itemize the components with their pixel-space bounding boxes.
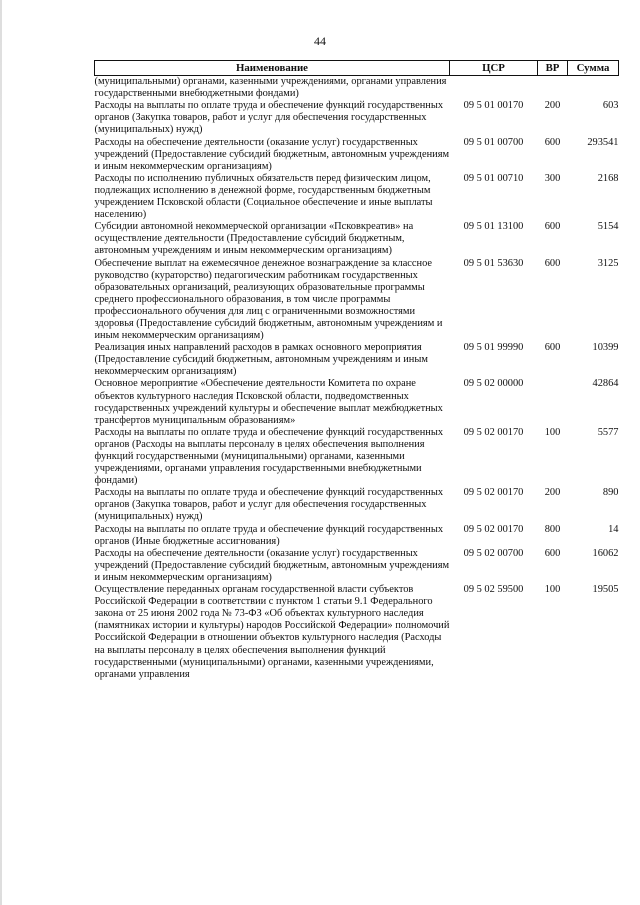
table-header-row	[95, 61, 619, 76]
table-row	[95, 258, 619, 343]
cell-sum: 5577	[597, 426, 619, 438]
cell-csr: 09 5 01 53630	[463, 257, 524, 269]
cell-csr	[450, 76, 538, 101]
table-body	[95, 76, 619, 681]
cell-sum: 890	[602, 487, 619, 499]
cell-name: (муниципальными) органами, казенными учреждениями, органами управления государственными внебюджетными фондами)	[94, 76, 447, 100]
cell-sum: 10399	[592, 342, 619, 354]
table-row	[95, 342, 619, 378]
cell-name: Расходы на обеспечение деятельности (оказание услуг) государственных учреждений (Предоставление субсидий бюджетным, автономным учреждениям и иным некоммерческим организациям)	[94, 136, 450, 172]
cell-vr: 100	[544, 584, 561, 596]
cell-name: Основное мероприятие «Обеспечение деятельности Комитета по охране объектов культурного наследия Псковской области, подведомственных государственных учреждений культуры и обеспечение выплат межбюджетных трансфертов муниципальным образованиям»	[94, 378, 443, 426]
cell-csr: 09 5 01 00700	[463, 136, 524, 148]
cell-vr: 200	[544, 100, 561, 112]
cell-csr: 09 5 01 99990	[463, 342, 524, 354]
cell-vr: 600	[544, 342, 561, 354]
cell-vr: 600	[544, 136, 561, 148]
cell-sum: 42864	[592, 378, 619, 390]
cell-vr: 600	[544, 257, 561, 269]
cell-csr: 09 5 02 00700	[463, 547, 524, 559]
cell-sum: 293541	[587, 136, 619, 148]
cell-sum: 5154	[597, 221, 619, 233]
page-number: 44	[314, 34, 326, 48]
cell-sum: 603	[602, 100, 619, 112]
cell-sum: 16062	[592, 547, 619, 559]
cell-name: Обеспечение выплат на ежемесячное денежное вознаграждение за классное руководство (кураторство) педагогическим работникам государственных образовательных организаций, реализующих образовательные программы среднего профессионального образования, в том числе программы профессионального обучения для лиц с ограниченными возможностями здоровья (Предоставление субсидий бюджетным, автономным учреждениям и иным некоммерческим организациям)	[94, 257, 443, 342]
header-name: Наименование	[95, 61, 450, 76]
cell-name: Реализация иных направлений расходов в рамках основного мероприятия (Предоставление субсидий бюджетным, автономным учреждениям и иным некоммерческим организациям)	[94, 342, 428, 378]
table-row	[95, 427, 619, 487]
cell-csr: 09 5 02 00170	[463, 426, 524, 438]
table-row	[95, 100, 619, 136]
header-vr: ВР	[538, 61, 568, 76]
cell-csr: 09 5 02 59500	[463, 584, 524, 596]
cell-name: Расходы на выплаты по оплате труда и обеспечение функций государственных органов (Закупка товаров, работ и услуг для обеспечения государственных (муниципальных) нужд)	[94, 100, 444, 136]
table-row	[95, 584, 619, 681]
header-csr: ЦСР	[450, 61, 538, 76]
cell-name: Осуществление переданных органам государственной власти субъектов Российской Федерации в соответствии с пунктом 1 статьи 9.1 Федерального закона от 25 июня 2002 года № 73-ФЗ «Об объектах культурного наследия (памятниках истории и культуры) народов Российской Федерации» полномочий Российской Федерации в отношении объектов культурного наследия (Расходы на выплаты персоналу в целях обеспечения выполнения функций государственными (муниципальными) органами, казенными учреждениями, органами управления	[94, 584, 450, 680]
table-row	[95, 221, 619, 257]
cell-vr: 600	[544, 221, 561, 233]
cell-csr: 09 5 01 00170	[463, 100, 524, 112]
header-sum: Сумма	[568, 61, 619, 76]
cell-vr	[538, 76, 568, 101]
cell-csr: 09 5 02 00000	[463, 378, 524, 390]
cell-vr: 600	[544, 547, 561, 559]
cell-csr: 09 5 01 00710	[463, 172, 524, 184]
cell-vr: 800	[544, 523, 561, 535]
cell-vr: 100	[544, 426, 561, 438]
cell-csr: 09 5 01 13100	[463, 221, 524, 233]
cell-sum	[568, 76, 619, 101]
cell-sum: 14	[608, 523, 619, 535]
cell-csr: 09 5 02 00170	[463, 487, 524, 499]
cell-csr: 09 5 02 00170	[463, 523, 524, 535]
table-row	[95, 378, 619, 426]
cell-sum: 2168	[597, 172, 619, 184]
cell-sum: 3125	[597, 257, 619, 269]
cell-name: Расходы на выплаты по оплате труда и обеспечение функций государственных органов (Расходы на выплаты персоналу в целях обеспечения выполнения функций государственными (муниципальными) органами, казенными учреждениями, органами управления государственными внебюджетными фондами)	[94, 426, 444, 487]
table-row	[95, 76, 619, 101]
cell-name: Расходы на обеспечение деятельности (оказание услуг) государственных учреждений (Предоставление субсидий бюджетным, автономным учреждениям и иным некоммерческим организациям)	[94, 547, 450, 583]
budget-table	[94, 60, 619, 681]
table-row	[95, 548, 619, 584]
table-row	[95, 487, 619, 523]
table-row	[95, 173, 619, 221]
cell-name: Субсидии автономной некоммерческой организации «Псковкреатив» на осуществление деятельности (Предоставление субсидий бюджетным, автономным учреждениям и иным некоммерческим организациям)	[94, 221, 414, 257]
cell-name: Расходы по исполнению публичных обязательств перед физическим лицом, подлежащих исполнению в денежной форме, государственным бюджетным учреждением Псковской области (Социальное обеспечение и иные выплаты населению)	[94, 172, 433, 221]
cell-name: Расходы на выплаты по оплате труда и обеспечение функций государственных органов (Закупка товаров, работ и услуг для обеспечения государственных (муниципальных) нужд)	[94, 487, 444, 523]
table-row	[95, 524, 619, 548]
cell-name: Расходы на выплаты по оплате труда и обеспечение функций государственных органов (Иные бюджетные ассигнования)	[94, 523, 444, 547]
cell-vr: 300	[544, 172, 561, 184]
cell-vr	[538, 378, 568, 426]
table-row	[95, 137, 619, 173]
scan-edge	[0, 0, 2, 905]
cell-sum: 19505	[592, 584, 619, 596]
cell-vr: 200	[544, 487, 561, 499]
